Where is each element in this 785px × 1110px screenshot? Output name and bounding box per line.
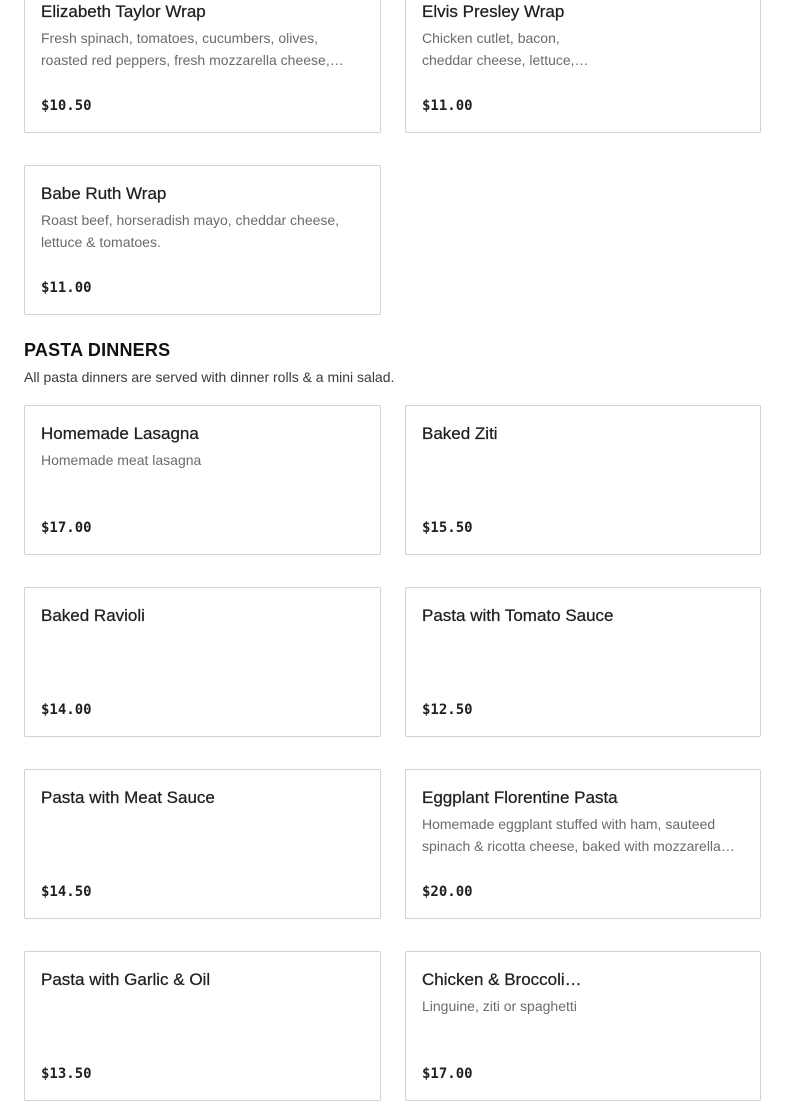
menu-item-card[interactable]: [24, 165, 381, 315]
item-name: Elvis Presley Wrap: [422, 2, 565, 21]
item-description: Homemade meat lasagna: [41, 452, 202, 468]
menu-item-card[interactable]: [405, 0, 761, 133]
menu-item-card[interactable]: [405, 587, 761, 737]
menu-item-card[interactable]: [24, 769, 381, 919]
item-name: Pasta with Meat Sauce: [41, 788, 215, 807]
item-price: $20.00: [422, 884, 473, 900]
menu-item-card[interactable]: [24, 405, 381, 555]
item-name: Elizabeth Taylor Wrap: [41, 2, 206, 21]
item-description: Roast beef, horseradish mayo, cheddar cheese, lettuce & tomatoes.: [41, 212, 340, 250]
item-name: Baked Ravioli: [41, 606, 145, 625]
item-name: Chicken & Broccoli…: [422, 970, 582, 989]
item-price: $11.00: [41, 280, 92, 296]
item-name: Pasta with Garlic & Oil: [41, 970, 211, 989]
item-name: Pasta with Tomato Sauce: [422, 606, 614, 625]
item-price: $17.00: [422, 1066, 473, 1082]
item-price: $14.50: [41, 884, 92, 900]
section-subtitle: All pasta dinners are served with dinner rolls & a mini salad.: [24, 369, 395, 385]
item-name: Babe Ruth Wrap: [41, 184, 167, 203]
item-description: Homemade eggplant stuffed with ham, sauteed spinach & ricotta cheese, baked with mozzarella…: [422, 816, 735, 854]
item-price: $14.00: [41, 702, 92, 718]
menu-item-card[interactable]: [405, 769, 761, 919]
item-price: $12.50: [422, 702, 473, 718]
item-price: $15.50: [422, 520, 473, 536]
item-name: Baked Ziti: [422, 424, 498, 443]
menu-item-card[interactable]: [24, 0, 381, 133]
item-price: $10.50: [41, 98, 92, 114]
item-name: Eggplant Florentine Pasta: [422, 788, 618, 807]
menu-item-card[interactable]: [405, 951, 761, 1101]
item-description: Fresh spinach, tomatoes, cucumbers, olives, roasted red peppers, fresh mozzarella cheese,…: [41, 30, 344, 68]
item-price: $13.50: [41, 1066, 92, 1082]
section-title: PASTA DINNERS: [24, 340, 171, 360]
item-price: $17.00: [41, 520, 92, 536]
item-description: Chicken cutlet, bacon, cheddar cheese, lettuce,…: [422, 30, 589, 68]
item-description: Linguine, ziti or spaghetti: [422, 998, 577, 1014]
menu-item-card[interactable]: [405, 405, 761, 555]
item-name: Homemade Lasagna: [41, 424, 199, 443]
menu-item-card[interactable]: [24, 951, 381, 1101]
item-price: $11.00: [422, 98, 473, 114]
menu-item-card[interactable]: [24, 587, 381, 737]
